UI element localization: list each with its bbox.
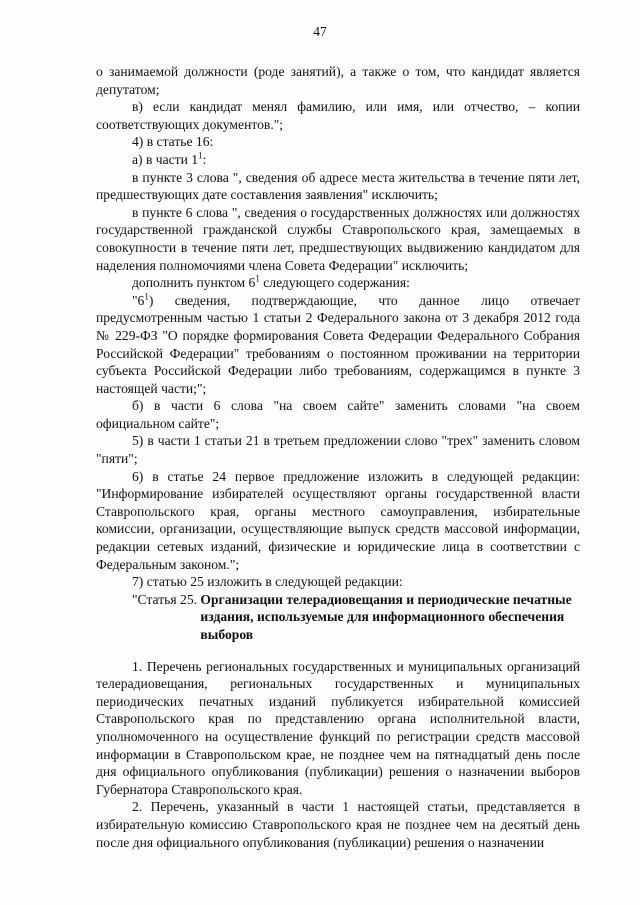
paragraph bbox=[96, 274, 580, 292]
paragraph: о занимаемой должности (роде занятий), а также о том, что кандидат является депутатом; bbox=[96, 64, 580, 97]
page-number: 47 bbox=[313, 24, 327, 39]
paragraph bbox=[96, 292, 580, 398]
paragraph: 6) в статье 24 первое предложение изложить в следующей редакции: "Информирование избирателей осуществляют органы государственной власти Ставропольского края, органы местного самоуправления, избирательные комиссии, организации, осуществляющие выпуск средств массовой информации, редакции сетевых изданий, физические и юридические лица в соответствии с Федеральным законом."; bbox=[96, 468, 580, 572]
spacer bbox=[96, 644, 580, 658]
superscript: 1 bbox=[144, 291, 149, 302]
paragraph: б) в части 6 слова "на своем сайте" заменить словами "на своем официальном сайте"; bbox=[96, 398, 580, 431]
article-label: "Статья 25. bbox=[132, 591, 201, 607]
document-body bbox=[96, 63, 580, 851]
paragraph bbox=[96, 151, 580, 169]
paragraph: в пункте 3 слова ", сведения об адресе места жительства в течение пяти лет, предшествующих дате составления заявления" исключить; bbox=[96, 169, 580, 203]
superscript: 1 bbox=[255, 273, 260, 284]
paragraph: 4) в статье 16: bbox=[132, 134, 214, 150]
paragraph: в пункте 6 слова ", сведения о государственных должностях или должностях государственной гражданской службы Ставропольского края, замещаемых в совокупности в течение пяти лет, предшествующих выдвижению кандидатом для наделения полномочиями члена Совета Федерации" исключить; bbox=[96, 204, 580, 273]
paragraph-text: следующего содержания: bbox=[259, 275, 410, 291]
paragraph-text: а) в части 1 bbox=[132, 151, 199, 167]
paragraph-text: "6 bbox=[132, 292, 145, 308]
superscript: 1 bbox=[198, 150, 203, 161]
paragraph-text: : bbox=[202, 151, 207, 167]
paragraph: 2. Перечень, указанный в части 1 настоящей статьи, представляется в избирательную комиссию Ставропольского края не позднее чем на десятый день после дня официального опубликования (публикации) решения о назначении bbox=[96, 799, 580, 850]
paragraph: 7) статью 25 изложить в следующей редакции: bbox=[132, 574, 403, 590]
paragraph: 1. Перечень региональных государственных и муниципальных организаций телерадиовещания, региональных государственных и муниципальных периодических печатных изданий публикуется избирательной комиссией Ставропольского края по представлению органа исполнительной власти, уполномоченного на осуществление функций по регистрации средств массовой информации в Ставропольском крае, не позднее чем на пятнадцатый день после дня официального опубликования (публикации) решения о назначении выборов Губернатора Ставропольского края. bbox=[96, 658, 580, 797]
paragraph-text: ) сведения, подтверждающие, что данное лицо отвечает предусмотренным частью 1 статьи 2 Федерального закона от 3 декабря 2012 года № 229-ФЗ "О порядке формирования Совета Федерации Федерального Собрания Российской Федерации" требованиям о постоянном проживании на территории субъекта Российской Федерации либо требованиям, содержащимся в пункте 3 настоящей части;"; bbox=[96, 292, 580, 396]
paragraph: 5) в части 1 статьи 21 в третьем предложении слово "трех" заменить словом "пяти"; bbox=[96, 433, 580, 467]
paragraph-text: дополнить пунктом 6 bbox=[132, 275, 256, 291]
article-title: Организации телерадиовещания и периодические печатные издания, используемые для информационного обеспечения выборов bbox=[200, 591, 572, 642]
article-heading bbox=[96, 591, 580, 644]
paragraph: в) если кандидат менял фамилию, или имя, или отчество, – копии соответствующих документов."; bbox=[96, 99, 580, 132]
